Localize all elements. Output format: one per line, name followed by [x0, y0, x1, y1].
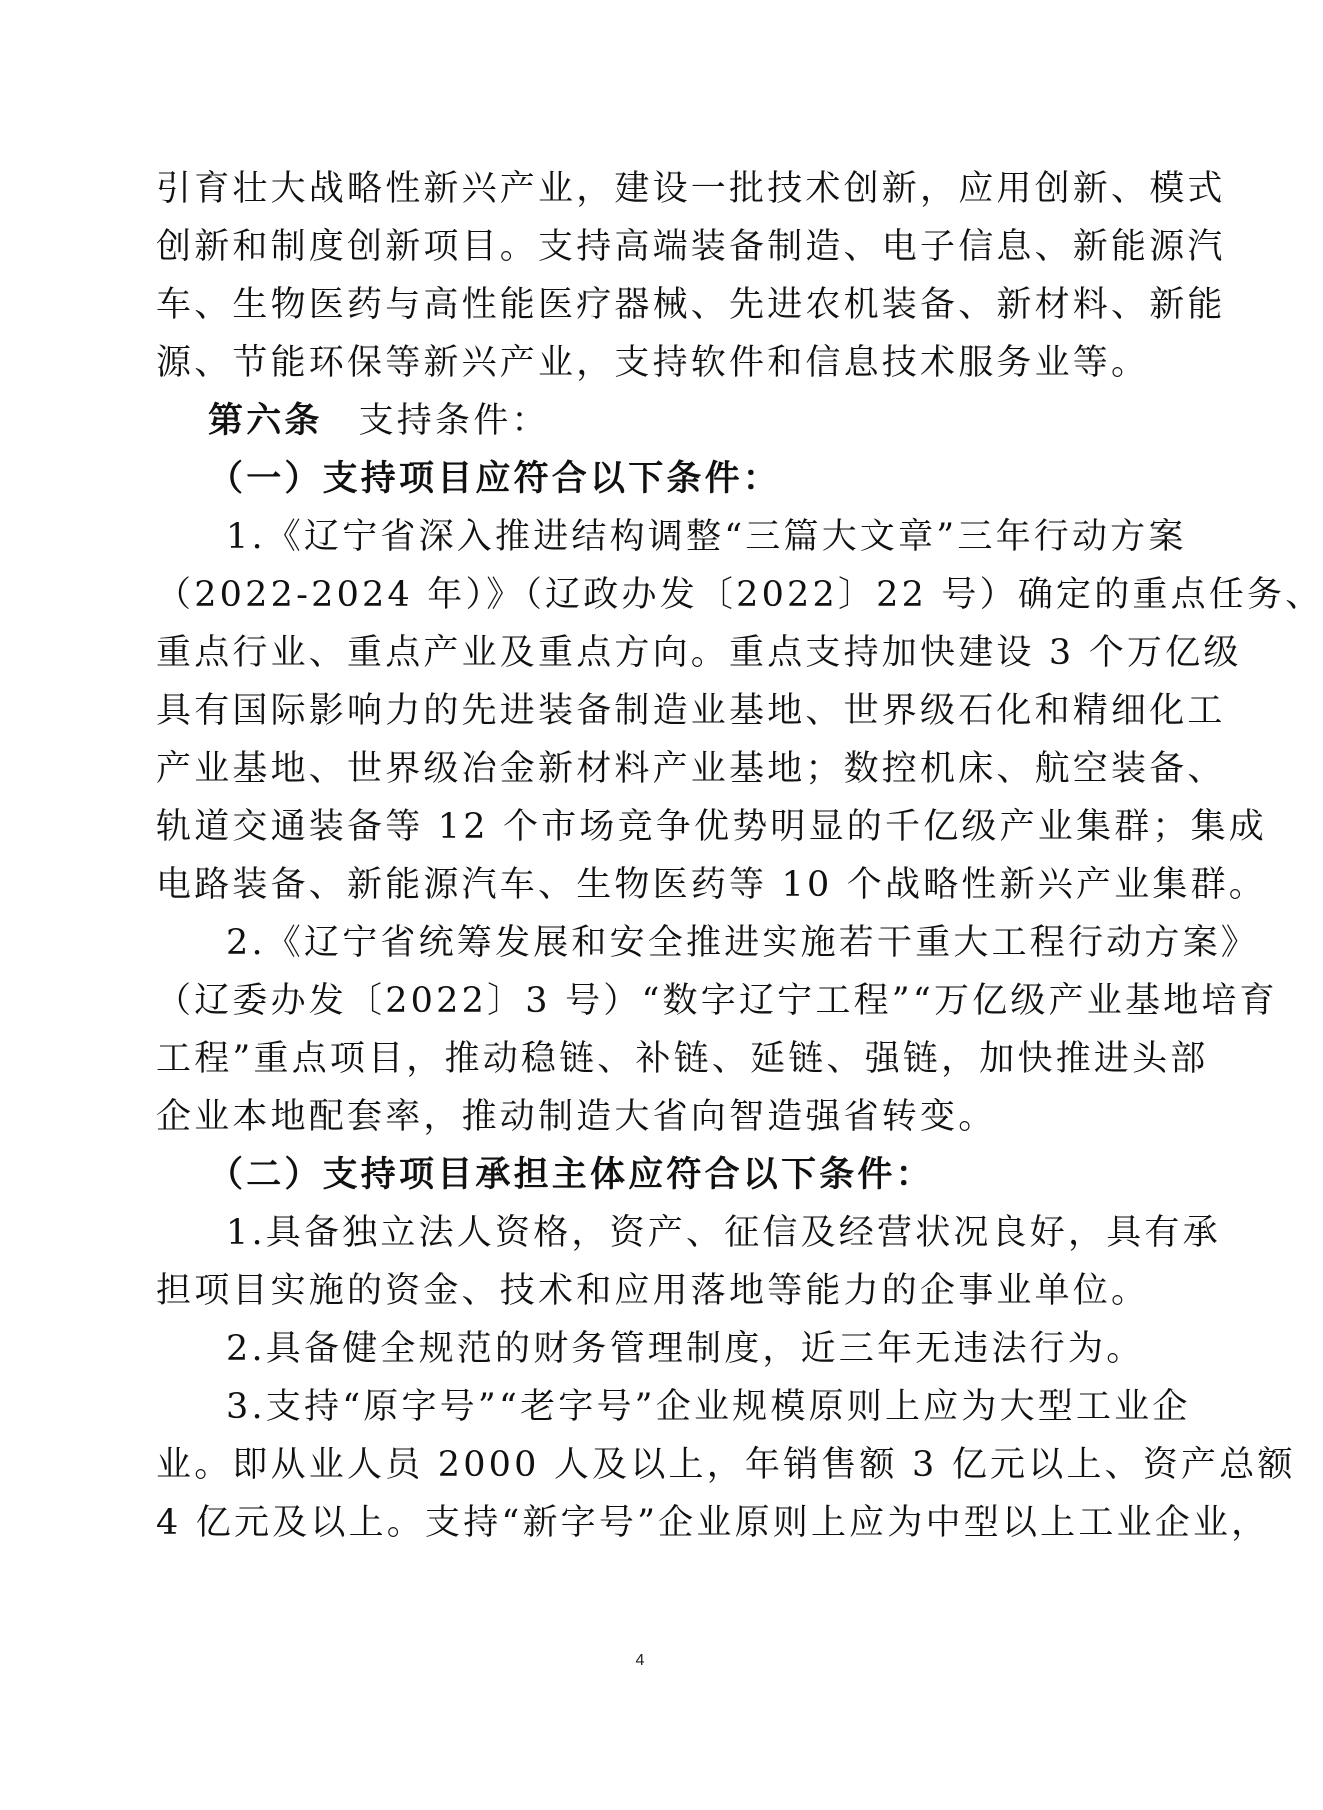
section-1-line: 产业基地、世界级冶金新材料产业基地；数控机床、航空装备、 [156, 749, 1226, 789]
paragraph-line: 车、生物医药与高性能医疗器械、先进农机装备、新材料、新能 [156, 285, 1226, 325]
section-1-heading: （一）支持项目应符合以下条件： [208, 458, 782, 499]
paragraph-line: 创新和制度创新项目。支持高端装备制造、电子信息、新能源汽 [156, 227, 1226, 267]
section-1-line: 轨道交通装备等 12 个市场竞争优势明显的千亿级产业集群；集成 [156, 807, 1267, 847]
section-2-line: 4 亿元及以上。支持“新字号”企业原则上应为中型以上工业企业， [156, 1503, 1270, 1543]
article-6-label: 第六条 [208, 401, 323, 441]
section-1-line: 工程”重点项目，推动稳链、补链、延链、强链，加快推进头部 [156, 1039, 1209, 1079]
section-1-line: 2.《辽宁省统筹发展和安全推进实施若干重大工程行动方案》 [226, 923, 1259, 963]
section-1-line: （2022-2024 年）》（辽政办发〔2022〕22 号）确定的重点任务、 [156, 575, 1323, 615]
section-2-line: 业。即从业人员 2000 人及以上，年销售额 3 亿元以上、资产总额 [156, 1445, 1296, 1485]
section-2-heading: （二）支持项目承担主体应符合以下条件： [208, 1154, 934, 1195]
page-number: 4 [635, 1652, 645, 1669]
paragraph-line: 源、节能环保等新兴产业，支持软件和信息技术服务业等。 [156, 343, 1150, 383]
section-2-line: 3.支持“原字号”“老字号”企业规模原则上应为大型工业企 [226, 1387, 1191, 1427]
section-1-line: 1.《辽宁省深入推进结构调整“三篇大文章”三年行动方案 [226, 517, 1187, 557]
section-1-line: 企业本地配套率，推动制造大省向智造强省转变。 [156, 1097, 997, 1137]
section-1-line: 电路装备、新能源汽车、生物医药等 10 个战略性新兴产业集群。 [156, 865, 1267, 905]
article-6-text: 支持条件： [358, 401, 550, 441]
section-2-line: 2.具备健全规范的财务管理制度，近三年无违法行为。 [226, 1329, 1145, 1369]
document-body [156, 160, 1323, 1552]
section-2-line: 担项目实施的资金、技术和应用落地等能力的企事业单位。 [156, 1271, 1150, 1311]
section-1-line: 具有国际影响力的先进装备制造业基地、世界级石化和精细化工 [156, 691, 1226, 731]
section-2-line: 1.具备独立法人资格，资产、征信及经营状况良好，具有承 [226, 1213, 1221, 1253]
paragraph-line: 引育壮大战略性新兴产业，建设一批技术创新，应用创新、模式 [156, 169, 1226, 209]
section-1-line: 重点行业、重点产业及重点方向。重点支持加快建设 3 个万亿级 [156, 633, 1242, 673]
section-1-line: （辽委办发〔2022〕3 号）“数字辽宁工程”“万亿级产业基地培育 [156, 981, 1278, 1021]
article-6-heading [156, 392, 1134, 450]
